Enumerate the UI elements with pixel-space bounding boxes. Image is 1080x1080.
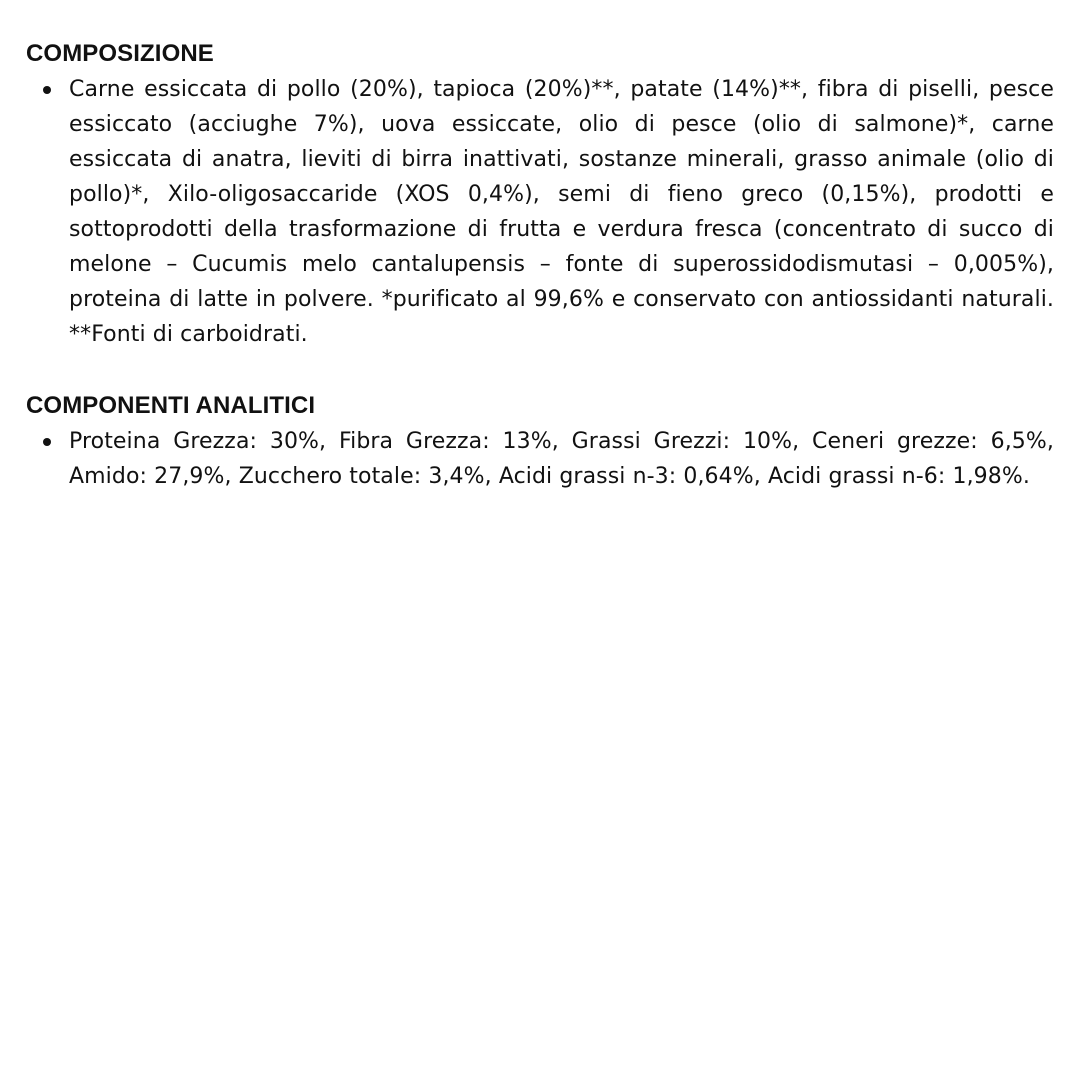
analytical-components-section — [26, 388, 1054, 494]
document-page — [26, 36, 1054, 494]
bullet-dot-icon — [43, 86, 51, 94]
analytical-components-list — [26, 424, 1054, 494]
composition-section — [26, 36, 1054, 352]
analytical-components-heading: COMPONENTI ANALITICI — [26, 392, 316, 419]
analytical-components-text: Proteina Grezza: 30%, Fibra Grezza: 13%, Grassi Grezzi: 10%, Ceneri grezze: 6,5%, Amido: 27,9%, Zucchero totale: 3,4%, Acidi grassi n-3: 0,64%, Acidi grassi n-6: 1,98%. — [69, 429, 1054, 489]
composition-text: Carne essiccata di pollo (20%), tapioca (20%)**, patate (14%)**, fibra di piselli, pesce essiccato (acciughe 7%), uova essiccate, olio di pesce (olio di salmone)*, carne essiccata di anatra, lieviti di birra inattivati, sostanze minerali, grasso animale (olio di pollo)*, Xilo-oligosaccaride (XOS 0,4%), semi di fieno greco (0,15%), prodotti e sottoprodotti della trasformazione di frutta e verdura fresca (concentrato di succo di melone – Cucumis melo cantalupensis – fonte di superossidodismutasi – 0,005%), proteina di latte in polvere. *purificato al 99,6% e conservato con antiossidanti naturali. **Fonti di carboidrati. — [69, 77, 1054, 347]
composition-heading: COMPOSIZIONE — [26, 40, 214, 67]
composition-list-item — [26, 72, 1054, 352]
analytical-components-list-item — [26, 424, 1054, 494]
bullet-dot-icon — [43, 438, 51, 446]
composition-list — [26, 72, 1054, 352]
